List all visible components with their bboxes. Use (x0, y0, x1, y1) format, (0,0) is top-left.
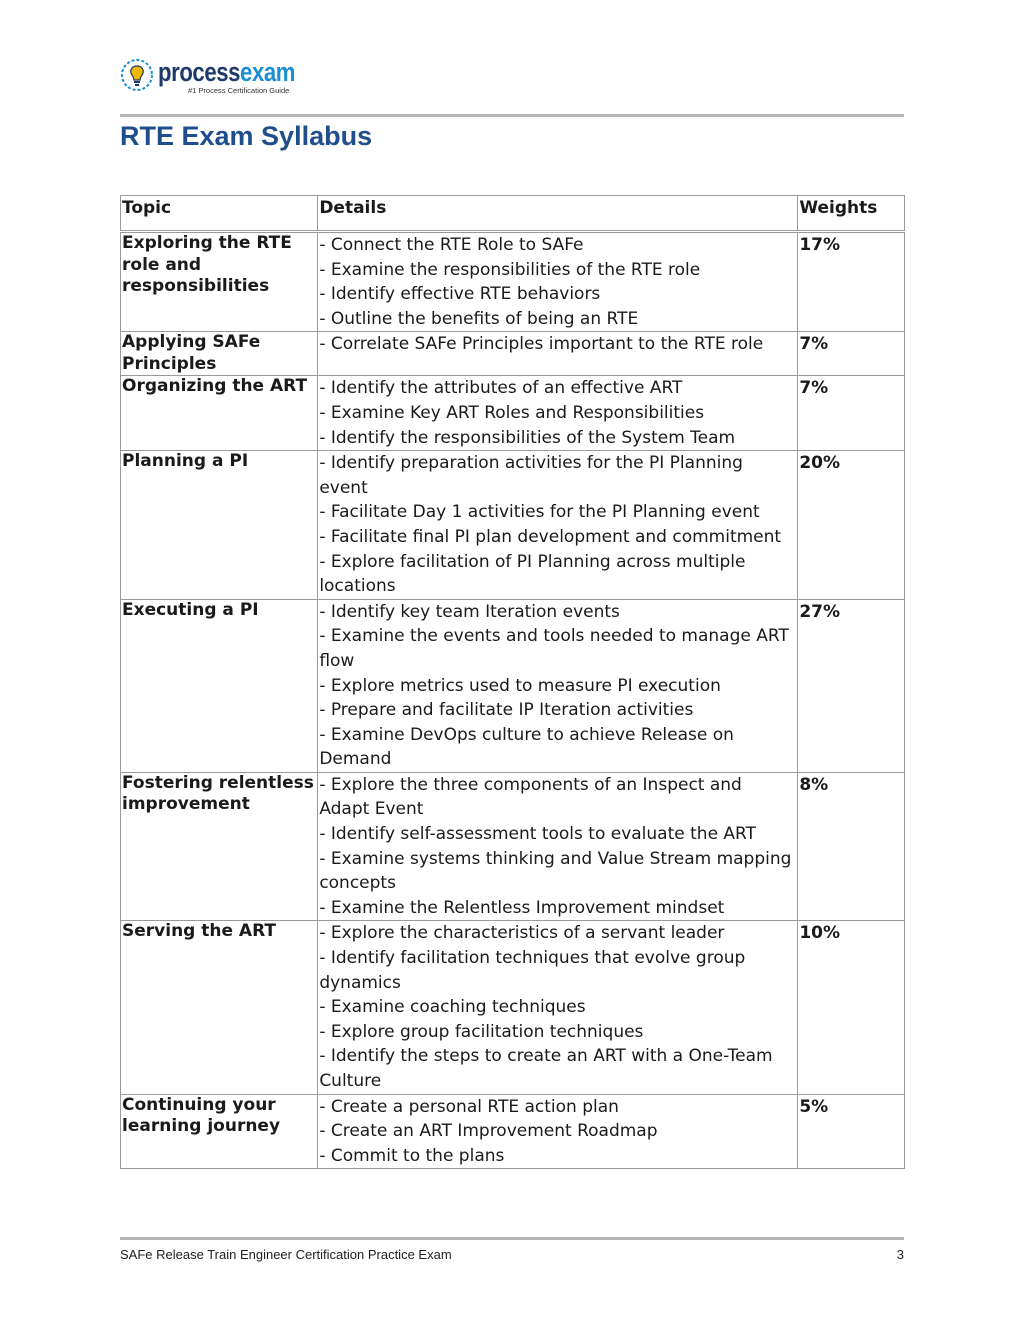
detail-item: - Identify the responsibilities of the System Team (319, 427, 736, 448)
table-row (121, 451, 905, 600)
column-header-details: Details (318, 196, 798, 232)
details-cell (318, 332, 798, 376)
processexam-logo (120, 58, 325, 98)
detail-item: - Identify preparation activities for the PI Planning event (319, 453, 743, 498)
weight-cell: 5% (798, 1094, 905, 1169)
detail-item: - Examine systems thinking and Value Stream mapping concepts (319, 848, 792, 894)
detail-item: - Identify facilitation techniques that evolve group dynamics (319, 948, 746, 993)
table-row (121, 232, 905, 332)
weight-cell: 7% (798, 332, 905, 376)
weight-cell: 7% (798, 376, 905, 451)
details-cell (318, 1094, 798, 1169)
table-row (121, 599, 905, 772)
table-row (121, 1094, 905, 1169)
column-header-weights: Weights (798, 196, 905, 232)
details-cell (318, 599, 798, 772)
topic-cell: Organizing the ART (121, 376, 318, 451)
detail-item: - Examine Key ART Roles and Responsibilities (319, 402, 705, 423)
weight-cell: 10% (798, 921, 905, 1094)
weight-cell: 20% (798, 451, 905, 600)
table-header-row (121, 196, 905, 232)
page-title: RTE Exam Syllabus (120, 121, 373, 151)
table-row (121, 376, 905, 451)
detail-item: - Examine coaching techniques (319, 997, 586, 1018)
table-body (121, 232, 905, 1169)
brand-name: processexam (158, 57, 296, 87)
detail-item: - Outline the benefits of being an RTE (319, 308, 639, 329)
detail-item: - Create a personal RTE action plan (319, 1096, 619, 1117)
table-row (121, 921, 905, 1094)
detail-item: - Examine DevOps culture to achieve Release on Demand (319, 724, 734, 770)
weight-cell: 27% (798, 599, 905, 772)
details-cell (318, 376, 798, 451)
detail-item: - Identify effective RTE behaviors (319, 284, 601, 305)
topic-cell: Applying SAFe Principles (121, 332, 318, 376)
detail-item: - Identify the attributes of an effective ART (319, 378, 683, 399)
header-divider (120, 114, 904, 117)
detail-item: - Prepare and facilitate IP Iteration activities (319, 700, 694, 721)
detail-item: - Examine the Relentless Improvement mindset (319, 897, 725, 918)
topic-cell: Exploring the RTE role and responsibilities (121, 232, 318, 332)
detail-item: - Correlate SAFe Principles important to the RTE role (319, 334, 764, 355)
detail-item: - Explore group facilitation techniques (319, 1021, 644, 1042)
detail-item: - Identify key team Iteration events (319, 601, 620, 622)
footer-divider (120, 1237, 904, 1240)
lightbulb-gear-icon (120, 58, 154, 92)
details-cell (318, 451, 798, 600)
detail-item: - Facilitate final PI plan development and commitment (319, 526, 782, 547)
detail-item: - Explore the three components of an Inspect and Adapt Event (319, 774, 742, 820)
details-cell (318, 921, 798, 1094)
details-cell (318, 232, 798, 332)
detail-item: - Examine the responsibilities of the RTE role (319, 259, 701, 280)
detail-item: - Explore the characteristics of a servant leader (319, 923, 725, 944)
detail-item: - Connect the RTE Role to SAFe (319, 235, 584, 255)
page-number: 3 (896, 1247, 904, 1262)
weight-cell: 17% (798, 232, 905, 332)
column-header-topic: Topic (121, 196, 318, 232)
topic-cell: Serving the ART (121, 921, 318, 1094)
detail-item: - Explore metrics used to measure PI execution (319, 675, 721, 696)
topic-cell: Executing a PI (121, 599, 318, 772)
topic-cell: Planning a PI (121, 451, 318, 600)
table-row (121, 772, 905, 921)
brand-tagline: #1 Process Certification Guide (188, 86, 290, 95)
detail-item: - Identify self-assessment tools to evaluate the ART (319, 824, 757, 845)
weight-cell: 8% (798, 772, 905, 921)
detail-item: - Commit to the plans (319, 1145, 505, 1166)
topic-cell: Fostering relentless improvement (121, 772, 318, 921)
table-row (121, 332, 905, 376)
detail-item: - Explore facilitation of PI Planning across multiple locations (319, 551, 746, 597)
syllabus-table (120, 195, 905, 1169)
detail-item: - Identify the steps to create an ART with a One-Team Culture (319, 1046, 773, 1091)
detail-item: - Examine the events and tools needed to manage ART flow (319, 626, 789, 671)
details-cell (318, 772, 798, 921)
topic-cell: Continuing your learning journey (121, 1094, 318, 1169)
footer-title: SAFe Release Train Engineer Certification Practice Exam (120, 1247, 452, 1262)
detail-item: - Create an ART Improvement Roadmap (319, 1121, 658, 1142)
detail-item: - Facilitate Day 1 activities for the PI Planning event (319, 502, 760, 523)
